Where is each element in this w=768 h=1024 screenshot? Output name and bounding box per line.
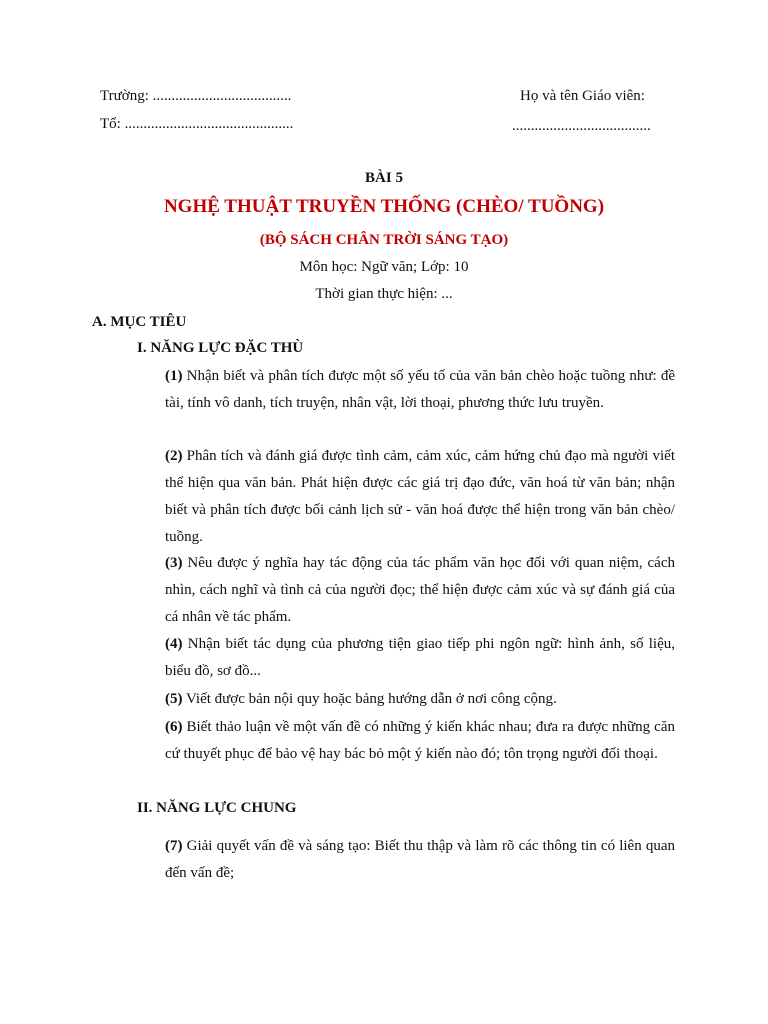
list-item: (5) Viết được bản nội quy hoặc bảng hướng dẫn ở nơi công cộng.	[165, 691, 557, 707]
list-item: (4) Nhận biết tác dụng của phương tiện giao tiếp phi ngôn ngữ: hình ảnh, số liệu, biểu đồ, sơ đồ...	[165, 636, 675, 679]
lesson-number: BÀI 5	[365, 170, 403, 186]
list-item: (1) Nhận biết và phân tích được một số yếu tố của văn bản chèo hoặc tuồng như: đề tài, tính vô danh, tích truyện, nhân vật, lời thoại, phương thức lưu truyền.	[165, 368, 675, 411]
teacher-label: Họ và tên Giáo viên:	[520, 88, 645, 104]
list-item: (3) Nêu được ý nghĩa hay tác động của tác phẩm văn học đối với quan niệm, cách nhìn, cách nghĩ và tình cả của người đọc; thể hiện được cảm xúc và sự đánh giá của cá nhân về tác phẩm.	[165, 555, 675, 625]
time-line: Thời gian thực hiện: ...	[315, 286, 453, 302]
list-item: (2) Phân tích và đánh giá được tình cảm, cảm xúc, cảm hứng chủ đạo mà người viết thể hiện qua văn bản. Phát hiện được các giá trị đạo đức, văn hoá từ văn bản; nhận biết và phân tích được bối cảnh lịch sử - văn hoá được thể hiện trong văn bản chèo/ tuồng.	[165, 448, 675, 545]
page-title: NGHỆ THUẬT TRUYỀN THỐNG (CHÈO/ TUỒNG)	[163, 196, 605, 217]
section-ii-heading: II. NĂNG LỰC CHUNG	[137, 800, 297, 816]
subject-line: Môn học: Ngữ văn; Lớp: 10	[299, 259, 469, 275]
school-field: Trường: .....................................	[100, 88, 292, 104]
section-i-heading: I. NĂNG LỰC ĐẶC THÙ	[137, 340, 304, 356]
teacher-name-line: .....................................	[512, 118, 651, 134]
list-item: (6) Biết thảo luận về một vấn đề có những ý kiến khác nhau; đưa ra được những căn cứ thuyết phục để bảo vệ hay bác bỏ một ý kiến nào đó; tôn trọng người đối thoại.	[165, 719, 675, 762]
section-a-heading: A. MỤC TIÊU	[92, 314, 187, 330]
group-field: Tổ: .............................................	[100, 116, 294, 132]
list-item: (7) Giải quyết vấn đề và sáng tạo: Biết thu thập và làm rõ các thông tin có liên quan đến vấn đề;	[165, 838, 675, 881]
book-series: (BỘ SÁCH CHÂN TRỜI SÁNG TẠO)	[259, 232, 509, 248]
